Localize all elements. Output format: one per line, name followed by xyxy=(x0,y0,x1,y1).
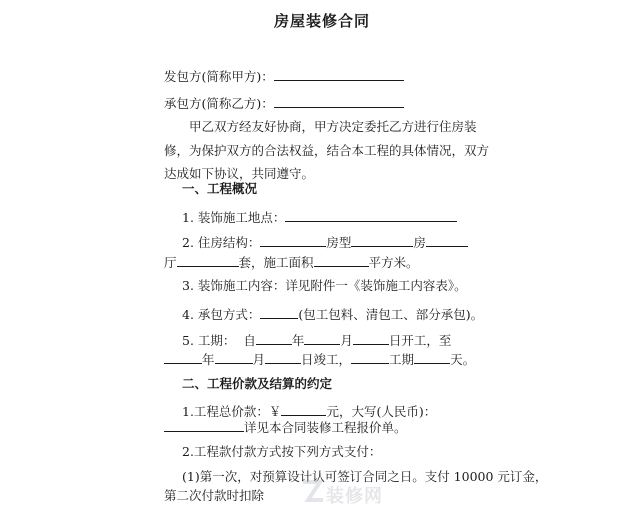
blank xyxy=(260,305,298,319)
s2-item2-1-line1: (1)第一次，对预算设计认可签订合同之日。支付 10000 元订金， xyxy=(182,469,548,484)
s1-item2-hall: 厅 xyxy=(164,255,177,270)
s2-item1-note: 详见本合同装修工程报价单。 xyxy=(244,420,407,435)
s1-item2-room: 房 xyxy=(413,235,426,250)
s1-item2-line2 xyxy=(164,253,419,271)
s1-item5-line2 xyxy=(164,350,475,368)
value: 年 xyxy=(291,333,305,348)
section1-heading: 一、工程概况 xyxy=(182,181,258,196)
s2-item1-line2 xyxy=(164,418,407,436)
value: 天。 xyxy=(450,352,476,367)
party-b-label: 承包方(简称乙方)： xyxy=(164,96,274,111)
s1-item2-area-label: 套，施工面积 xyxy=(238,255,314,270)
value: 月 xyxy=(340,333,353,348)
watermark-text: 装修网 xyxy=(326,486,383,507)
watermark-logo-icon xyxy=(300,478,326,506)
s1-item5-label: 5. 工期： xyxy=(182,333,236,348)
blank xyxy=(215,350,253,364)
blank xyxy=(256,331,292,345)
s2-item1-label: 1.工程总价款：￥ xyxy=(182,404,282,419)
blank xyxy=(353,331,389,345)
blank xyxy=(414,350,450,364)
blank xyxy=(164,418,244,432)
party-b-line xyxy=(164,94,404,112)
blank xyxy=(260,233,326,247)
blank xyxy=(426,233,468,247)
blank xyxy=(304,331,340,345)
value: 年 xyxy=(202,352,215,367)
value: 日竣工， xyxy=(301,352,352,367)
value: 月 xyxy=(252,352,266,367)
s1-item4-options: (包工包料、清包工、部分承包)。 xyxy=(298,307,484,322)
s2-item2: 2.工程款付款方式按下列方式支付： xyxy=(182,444,382,459)
section2-heading: 二、工程价款及结算的约定 xyxy=(182,376,333,391)
value: 工期 xyxy=(389,352,415,367)
party-a-line xyxy=(164,67,404,85)
blank xyxy=(351,350,389,364)
party-a-blank xyxy=(274,67,404,81)
s1-item2-label: 2. 住房结构： xyxy=(182,235,261,250)
value: 自 xyxy=(243,333,256,348)
party-a-label: 发包方(简称甲方)： xyxy=(164,69,274,84)
blank xyxy=(281,402,326,416)
s1-item4-label: 4. 承包方式： xyxy=(182,307,261,322)
party-b-blank xyxy=(274,94,404,108)
s1-item1-label: 1. 装饰施工地点： xyxy=(182,210,286,225)
s1-item5-line1 xyxy=(182,331,451,349)
blank xyxy=(164,350,202,364)
s1-item3: 3. 装饰施工内容：详见附件一《装饰施工内容表》。 xyxy=(182,278,467,293)
blank xyxy=(351,233,413,247)
s1-item2-unit: 平方米。 xyxy=(368,255,419,270)
s1-item2-room-type: 房型 xyxy=(326,235,352,250)
blank xyxy=(177,253,239,267)
intro-paragraph: 甲乙双方经友好协商，甲方决定委托乙方进行住房装修，为保护双方的合法权益，结合本工程的具体情况，双方达成如下协议，共同遵守。 xyxy=(164,119,490,181)
s2-item1-capital: 元，大写(人民币)： xyxy=(326,404,437,419)
s1-item2-line1 xyxy=(182,233,468,251)
document-title: 房屋装修合同 xyxy=(273,12,370,30)
value: 日开工，至 xyxy=(388,333,452,348)
blank xyxy=(265,350,301,364)
s1-item1 xyxy=(182,208,457,226)
site-watermark xyxy=(300,478,410,508)
s1-item1-blank xyxy=(285,208,457,222)
s1-item4 xyxy=(182,305,483,323)
blank xyxy=(314,253,369,267)
s2-item2-1-line2: 第二次付款时扣除 xyxy=(164,488,265,503)
